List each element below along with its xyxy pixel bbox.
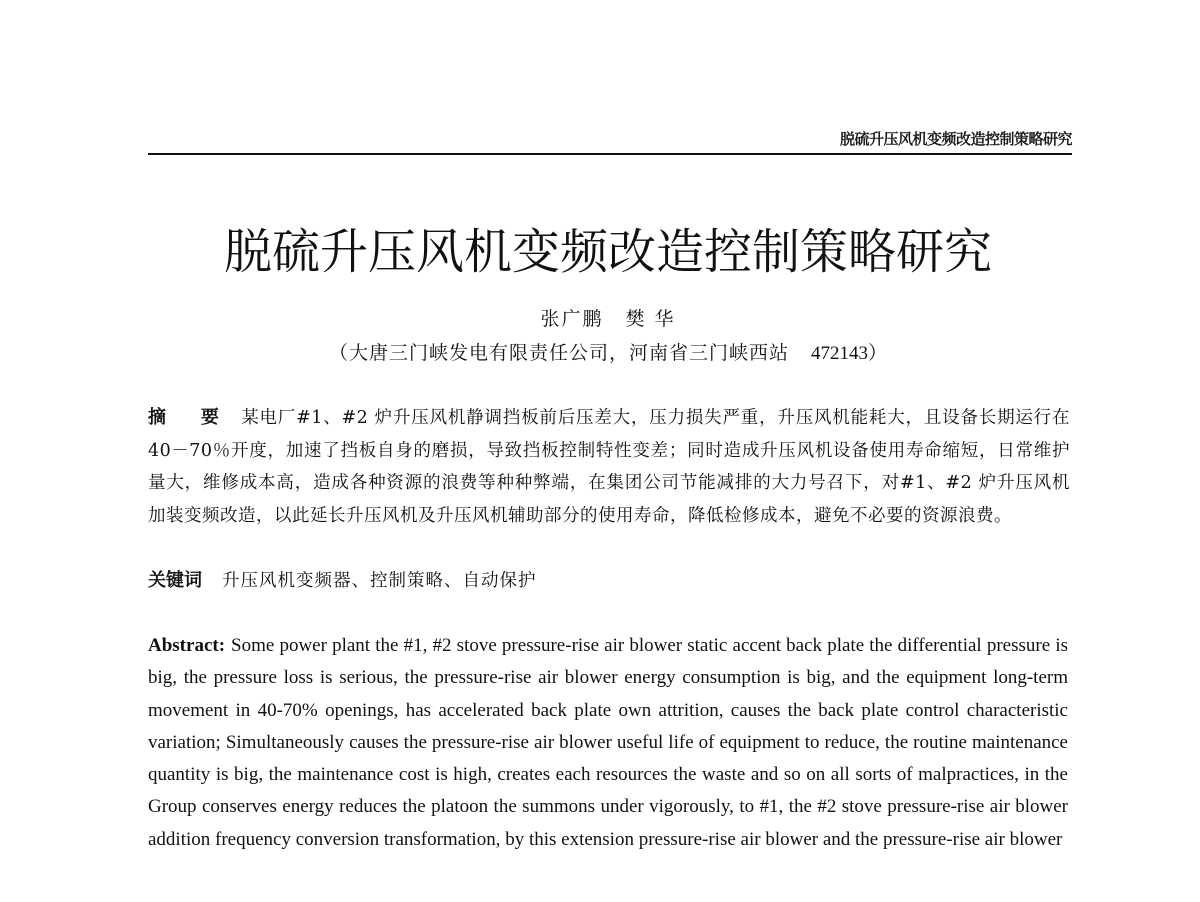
chinese-abstract — [148, 402, 1070, 532]
author-list — [148, 306, 1068, 332]
author-name: 张广鹏 — [540, 308, 604, 330]
keywords-text: 升压风机变频器、控制策略、自动保护 — [222, 571, 537, 591]
header-rule — [148, 153, 1072, 155]
keywords — [148, 565, 1070, 597]
affiliation — [148, 340, 1068, 367]
author-name: 樊 华 — [625, 308, 676, 330]
postcode: 472143） — [811, 343, 888, 364]
abstract-en-label: Abstract: — [148, 635, 226, 656]
english-abstract — [148, 630, 1068, 856]
affiliation-text: （大唐三门峡发电有限责任公司，河南省三门峡西站 — [328, 342, 789, 364]
running-header: 脱硫升压风机变频改造控制策略研究 — [839, 130, 1072, 148]
abstract-en-text: Some power plant the #1, #2 stove pressure-rise air blower static accent back plate the differential pressure is big, the pressure loss is serious, the pressure-rise air blower energy consumption is big, and the equipment long-term movement in 40-70% openings, has accelerated back plate own attrition, causes the back plate control characteristic variation; Simultaneously causes the pressure-rise air blower useful life of equipment to reduce, the routine maintenance quantity is big, the maintenance cost is high, creates each resources the waste and so on all sorts of malpractices, in the Group conserves energy reduces the platoon the summons under vigorously, to #1, the #2 stove pressure-rise air blower addition frequency conversion transformation, by this extension pressure-rise air blower and the pressure-rise air blower — [148, 635, 1068, 850]
abstract-cn-label: 摘 要 — [148, 407, 234, 428]
keywords-label: 关键词 — [148, 570, 202, 591]
abstract-cn-text: 某电厂#1、#2 炉升压风机静调挡板前后压差大，压力损失严重，升压风机能耗大，且设备长期运行在 40－70％开度，加速了挡板自身的磨损，导致挡板控制特性变差；同时造成升压风机设备使用寿命缩短，日常维护量大，维修成本高，造成各种资源的浪费等种种弊端，在集团公司节能减排的大力号召下，对#1、#2 炉升压风机加装变频改造，以此延长升压风机及升压风机辅助部分的使用寿命，降低检修成本，避免不必要的资源浪费。 — [148, 408, 1070, 526]
paper-title: 脱硫升压风机变频改造控制策略研究 — [223, 224, 992, 280]
